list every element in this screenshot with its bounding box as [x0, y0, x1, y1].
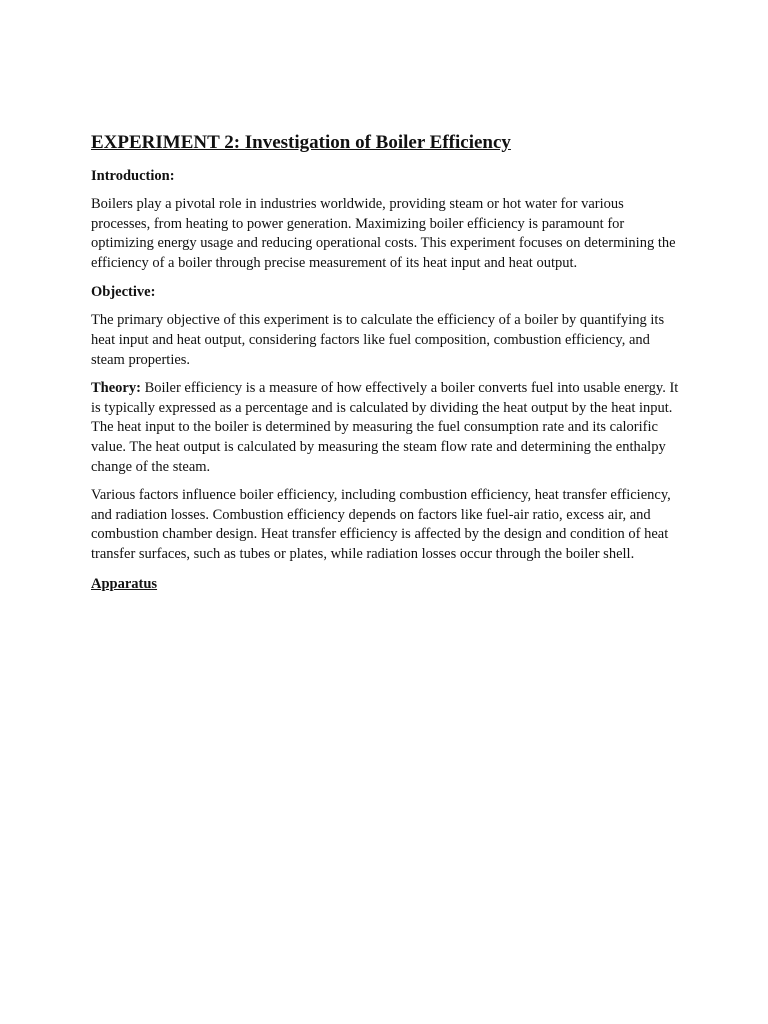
theory-text: Boiler efficiency is a measure of how effectively a boiler converts fuel into usable energy. It is typically expressed as a percentage and is calculated by dividing the heat output by the heat input. The heat input to the boiler is determined by measuring the fuel consumption rate and its calorific value. The heat output is calculated by measuring the steam flow rate and determining the enthalpy change of the steam.: [91, 380, 679, 475]
introduction-heading: Introduction:: [91, 168, 175, 184]
theory-heading: Theory:: [91, 380, 141, 397]
introduction-paragraph: Boilers play a pivotal role in industries worldwide, providing steam or hot water for various processes, from heating to power generation. Maximizing boiler efficiency is paramount for optimizing energy usage and reducing operational costs. This experiment focuses on determining the efficiency of a boiler through precise measurement of its heat input and heat output.: [91, 196, 676, 271]
document-title: EXPERIMENT 2: Investigation of Boiler Efficiency: [91, 132, 511, 153]
document-content: [91, 130, 681, 594]
theory-paragraph-2: Various factors influence boiler efficiency, including combustion efficiency, heat transfer efficiency, and radiation losses. Combustion efficiency depends on factors like fuel-air ratio, excess air, and combustion chamber design. Heat transfer efficiency is affected by the design and condition of heat transfer surfaces, such as tubes or plates, while radiation losses occur through the boiler shell.: [91, 487, 671, 562]
objective-heading: Objective:: [91, 284, 156, 301]
apparatus-heading: Apparatus: [91, 575, 158, 592]
objective-paragraph: The primary objective of this experiment is to calculate the efficiency of a boiler by quantifying its heat input and heat output, considering factors like fuel composition, combustion efficiency, and steam properties.: [91, 312, 665, 368]
theory-paragraph: [91, 379, 681, 477]
